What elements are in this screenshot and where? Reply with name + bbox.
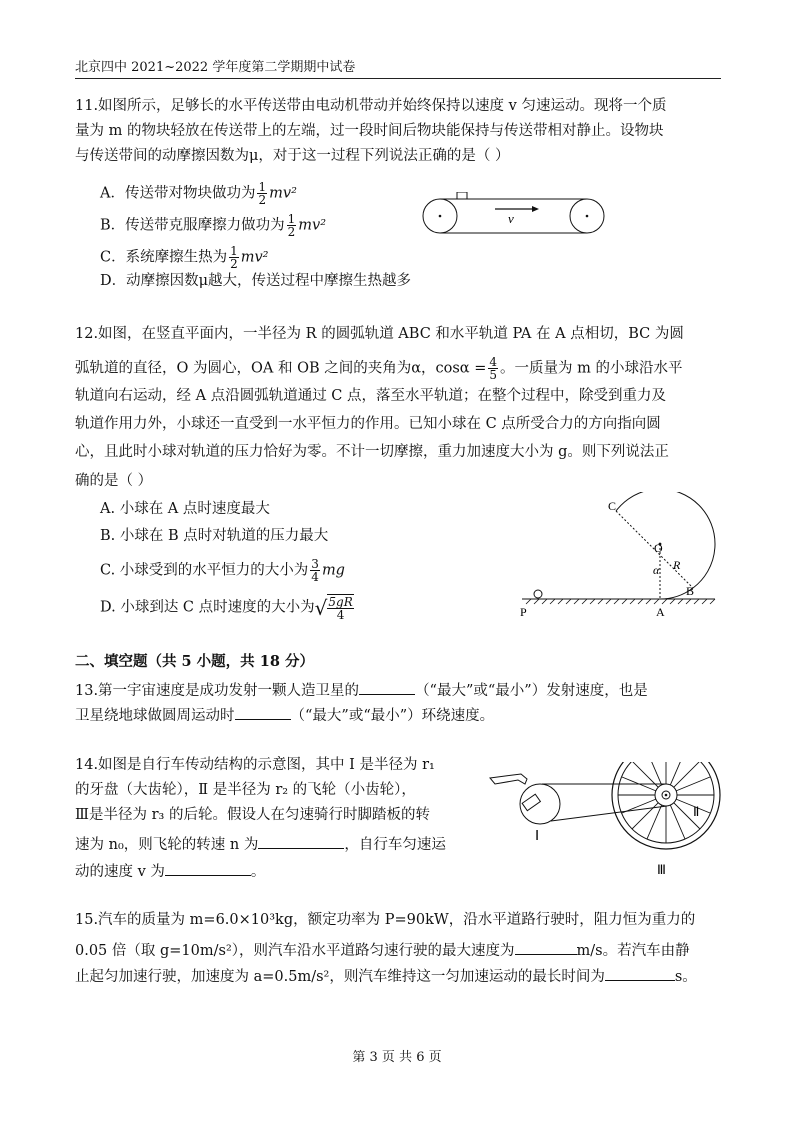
page-footer: 第 3 页 共 6 页 (352, 1050, 442, 1065)
q14-blank-2[interactable] (165, 862, 251, 876)
chain-bottom (551, 806, 667, 821)
header-divider (75, 78, 721, 79)
section-title: 二、填空题（共 5 小题，共 18 分） (75, 653, 314, 670)
q12-line6: 确的是（ ） (75, 473, 153, 489)
q14-line2: 的牙盘（大齿轮），Ⅱ 是半径为 r₂ 的飞轮（小齿轮）， (75, 782, 416, 798)
label-p: P (520, 605, 527, 619)
q13-blank-2[interactable] (235, 706, 291, 720)
arc-track (616, 492, 715, 588)
q13-line2: 卫星绕地球做圆周运动时 （“最大”或“最小”）环绕速度。 (75, 708, 495, 724)
q12-option-a[interactable]: A. 小球在 A 点时速度最大 (100, 501, 270, 517)
label-c: C (608, 499, 617, 513)
q15-blank-2[interactable] (605, 967, 675, 981)
label-i: Ⅰ (535, 829, 540, 844)
block (457, 192, 467, 199)
q15-blank-1[interactable] (515, 941, 577, 955)
q14-line4: 速为 n₀，则飞轮的转速 n 为 ，自行车匀速运 (75, 837, 446, 853)
fraction-cos: $\frac{4}{5}$ (489, 355, 497, 382)
q12-line5: 心，且此时小球对轨道的压力恰好为零。不计一切摩擦，重力加速度大小为 g。则下列说法正 (75, 444, 669, 460)
label-b: B (686, 584, 695, 598)
circular-track-figure (510, 492, 730, 620)
sqrt-fraction: $\frac{5gR}{4}$ (328, 595, 353, 622)
fraction-half: $\frac{1}{2}$ (258, 180, 267, 207)
q13-line1: 13.第一宇宙速度是成功发射一颗人造卫星的 （“最大”或“最小”）发射速度，也是 (75, 683, 648, 699)
label-iii: Ⅲ (657, 862, 666, 877)
q15-line3: 止起匀加速行驶，加速度为 a=0.5m/s²，则汽车维持这一匀加速运动的最长时间为 s。 (75, 969, 697, 985)
q11-option-c[interactable]: C．系统摩擦生热为 $\frac{1}{2}$ mv² (100, 244, 269, 271)
q11-option-a[interactable]: A．传送带对物块做功为 $\frac{1}{2}$ mv² (100, 180, 297, 207)
label-r: R (673, 558, 681, 572)
label-ii: Ⅱ (693, 804, 700, 819)
ball (534, 590, 542, 598)
label-a: A (656, 605, 665, 619)
q14-line5: 动的速度 v 为 。 (75, 864, 266, 880)
q11-option-d[interactable]: D．动摩擦因数μ越大，传送过程中摩擦生热越多 (100, 273, 412, 289)
q12-option-d[interactable]: D. 小球到达 C 点时速度的大小为√ $\frac{5gR}{4}$ (100, 595, 353, 622)
q13-blank-1[interactable] (359, 681, 415, 695)
conveyor-belt-figure (420, 192, 610, 240)
q15-line1: 15.汽车的质量为 m=6.0×10³kg，额定功率为 P=90kW，沿水平道路行驶时，阻力恒为重力的 (75, 912, 696, 928)
q14-line1: 14.如图是自行车传动结构的示意图，其中 Ⅰ 是半径为 r₁ (75, 757, 435, 773)
label-alpha: α (653, 563, 660, 577)
q12-line3: 轨道向右运动，经 A 点沿圆弧轨道通过 C 点，落至水平轨道；在整个过程中，除受到重力及 (75, 388, 666, 404)
fraction-half: $\frac{1}{2}$ (287, 212, 296, 239)
q11-line2: 量为 m 的物块轻放在传送带上的左端，过一段时间后物块能保持与传送带相对静止。设物块 (75, 123, 664, 139)
q12-line1: 12.如图，在竖直平面内，一半径为 R 的圆弧轨道 ABC 和水平轨道 PA 在 A 点相切，BC 为圆 (75, 326, 684, 342)
q12-line2: 弧轨道的直径，O 为圆心，OA 和 OB 之间的夹角为α，cosα = $\frac{4}{5}$ 。一质量为 m 的小球沿水平 (75, 355, 683, 382)
q11-line1: 11.如图所示，足够长的水平传送带由电动机带动并始终保持以速度 v 匀速运动。现将一个质 (75, 98, 667, 114)
bicycle-drive-figure (485, 762, 725, 882)
q12-option-b[interactable]: B. 小球在 B 点时对轨道的压力最大 (100, 528, 329, 544)
label-o: O (654, 541, 663, 555)
q11-line3: 与传送带间的动摩擦因数为μ，对于这一过程下列说法正确的是（ ） (75, 148, 510, 164)
velocity-label: v (508, 211, 514, 226)
q11-option-b[interactable]: B．传送带克服摩擦力做功为 $\frac{1}{2}$ mv² (100, 212, 327, 239)
q15-line2: 0.05 倍（取 g=10m/s²），则汽车沿水平道路匀速行驶的最大速度为 m/s。若汽车由静 (75, 943, 690, 959)
fraction-three-quarters: $\frac{3}{4}$ (311, 557, 319, 584)
pedal-crank (490, 774, 527, 784)
page-header: 北京四中 2021~2022 学年度第二学期期中试卷 (75, 60, 356, 75)
q12-option-c[interactable]: C. 小球受到的水平恒力的大小为 $\frac{3}{4}$ mg (100, 557, 345, 584)
q12-line4: 轨道作用力外，小球还一直受到一水平恒力的作用。已知小球在 C 点所受合力的方向指向圆 (75, 416, 661, 432)
q14-line3: Ⅲ是半径为 r₃ 的后轮。假设人在匀速骑行时脚踏板的转 (75, 807, 430, 823)
fraction-half: $\frac{1}{2}$ (230, 244, 238, 271)
q14-blank-1[interactable] (258, 835, 344, 849)
